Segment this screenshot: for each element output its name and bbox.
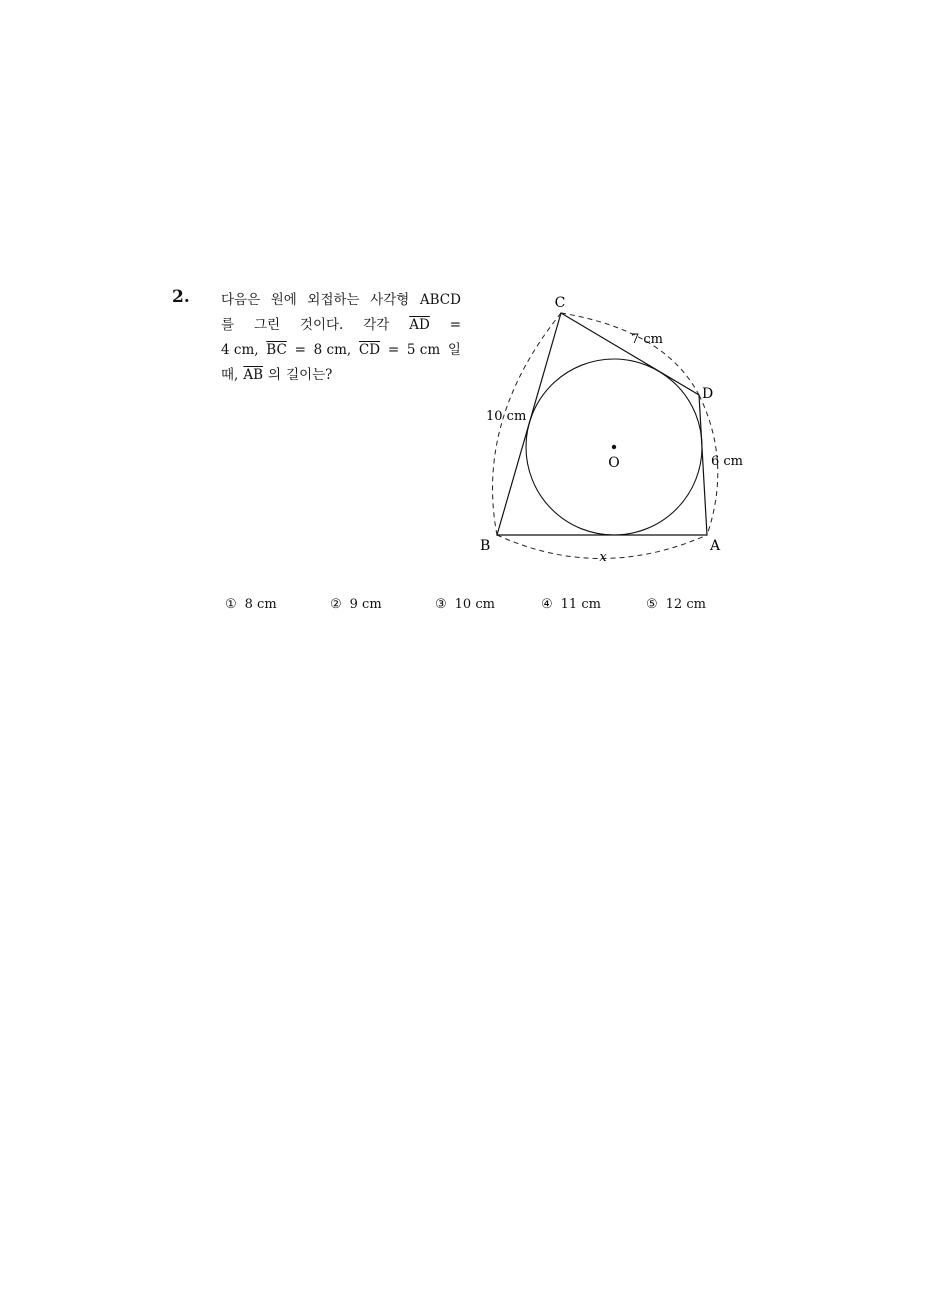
question-word: 4 cm,	[221, 342, 259, 358]
choice-5[interactable]	[646, 597, 706, 612]
question-text	[221, 288, 461, 388]
question-line-2	[221, 313, 461, 338]
choice-value: 8 cm	[244, 597, 277, 612]
question-word: 길이는?	[286, 367, 333, 383]
length-label-bc: 10 cm	[486, 409, 527, 424]
vertex-label-c: C	[554, 295, 566, 311]
question-word: 를	[221, 317, 235, 333]
question-line-4	[221, 363, 461, 388]
question-line-1	[221, 288, 461, 313]
question-line-3	[221, 338, 461, 363]
choice-marker: ③	[435, 597, 447, 612]
choice-marker: ⑤	[646, 597, 658, 612]
vertex-label-a: A	[710, 538, 721, 554]
arc-cb	[493, 313, 561, 535]
geometry-figure	[470, 285, 760, 575]
length-label-ab: x	[599, 550, 607, 565]
equals-sign: =	[449, 317, 461, 333]
question-word: 다음은	[221, 292, 261, 308]
segment-bc: $\overline{BC}$	[266, 342, 287, 358]
choice-3[interactable]	[435, 597, 495, 612]
choice-marker: ②	[330, 597, 342, 612]
length-label-cd: 7 cm	[631, 332, 664, 347]
segment-ad: $\overline{AD}$	[409, 317, 430, 333]
choice-value: 11 cm	[560, 597, 601, 612]
question-number: 2.	[172, 287, 190, 307]
choice-4[interactable]	[541, 597, 601, 612]
choice-marker: ④	[541, 597, 553, 612]
choice-1[interactable]	[225, 597, 277, 612]
choice-value: 10 cm	[454, 597, 495, 612]
choice-marker: ①	[225, 597, 237, 612]
question-word: 의	[268, 367, 282, 383]
length-label-ad: 6 cm	[711, 454, 744, 469]
equals-sign: =	[387, 342, 400, 358]
question-word: ABCD	[419, 292, 461, 308]
vertex-label-b: B	[480, 538, 491, 554]
question-word: 일	[447, 342, 461, 358]
question-word: 그린	[253, 317, 281, 333]
choice-value: 9 cm	[349, 597, 382, 612]
question-word: 원에	[270, 292, 297, 308]
vertex-label-d: D	[702, 386, 714, 402]
question-word: 8 cm,	[313, 342, 352, 358]
question-word: 외접하는	[307, 292, 360, 308]
segment-cd: $\overline{CD}$	[358, 342, 381, 358]
center-label-o: O	[608, 455, 620, 471]
question-word: 5 cm	[406, 342, 441, 358]
question-word: 것이다.	[299, 317, 344, 333]
choice-2[interactable]	[330, 597, 382, 612]
equals-sign: =	[294, 342, 306, 358]
segment-ab: $\overline{AB}$	[243, 367, 264, 383]
question-word: 때,	[221, 367, 239, 383]
question-word: 사각형	[370, 292, 410, 308]
choice-value: 12 cm	[665, 597, 706, 612]
center-point	[612, 445, 616, 449]
question-word: 각각	[363, 317, 390, 333]
